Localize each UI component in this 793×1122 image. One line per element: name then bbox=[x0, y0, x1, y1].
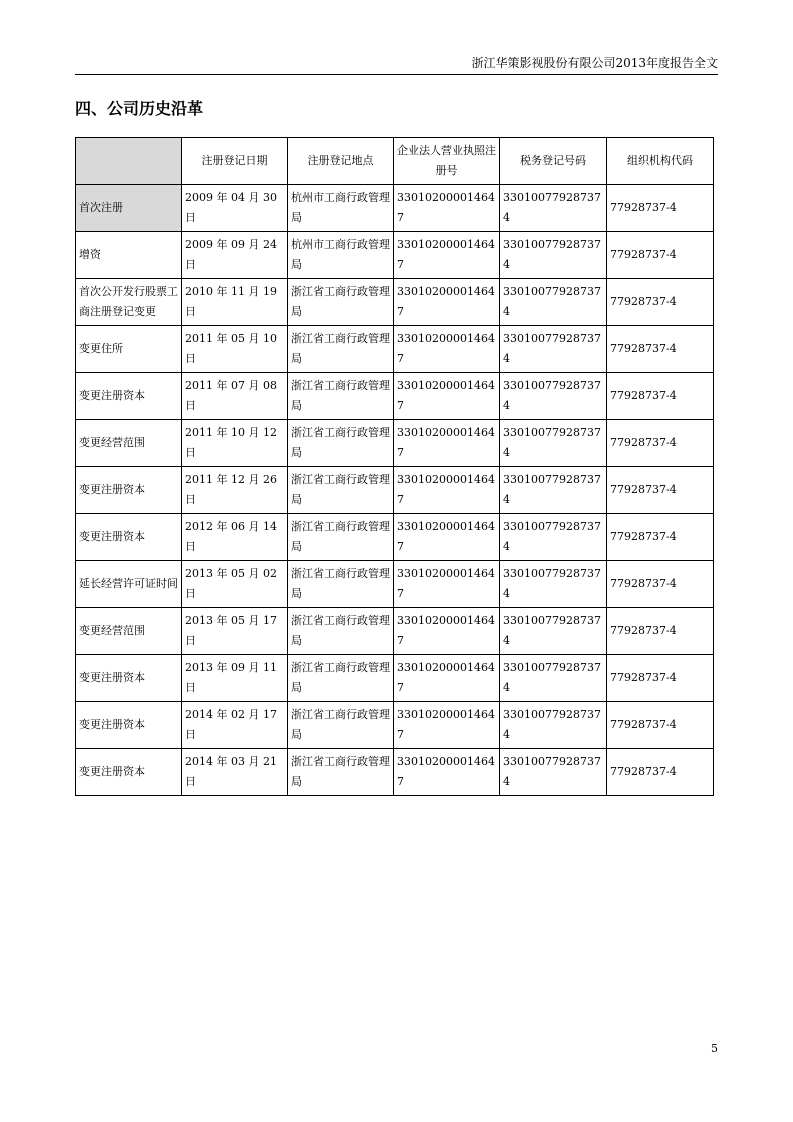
table-cell: 浙江省工商行政管理局 bbox=[288, 279, 394, 326]
table-cell: 浙江省工商行政管理局 bbox=[288, 561, 394, 608]
table-cell: 330102000014647 bbox=[394, 655, 500, 702]
table-cell: 杭州市工商行政管理局 bbox=[288, 232, 394, 279]
table-cell: 77928737-4 bbox=[607, 655, 714, 702]
table-cell: 330100779287374 bbox=[500, 749, 607, 796]
table-cell: 77928737-4 bbox=[607, 702, 714, 749]
header-cell: 组织机构代码 bbox=[607, 138, 714, 185]
table-cell: 77928737-4 bbox=[607, 749, 714, 796]
table-cell: 77928737-4 bbox=[607, 185, 714, 232]
table-cell: 330100779287374 bbox=[500, 655, 607, 702]
table-cell: 330102000014647 bbox=[394, 185, 500, 232]
table-cell: 2012 年 06 月 14 日 bbox=[182, 514, 288, 561]
table-cell: 浙江省工商行政管理局 bbox=[288, 749, 394, 796]
table-cell: 330102000014647 bbox=[394, 279, 500, 326]
table-row bbox=[76, 326, 714, 373]
table-cell: 330102000014647 bbox=[394, 373, 500, 420]
table-cell: 浙江省工商行政管理局 bbox=[288, 702, 394, 749]
table-cell: 首次注册 bbox=[76, 185, 182, 232]
page-header bbox=[75, 54, 718, 75]
table-cell: 变更注册资本 bbox=[76, 655, 182, 702]
table-cell: 变更注册资本 bbox=[76, 467, 182, 514]
table-row bbox=[76, 749, 714, 796]
table-row bbox=[76, 279, 714, 326]
table-cell: 变更经营范围 bbox=[76, 420, 182, 467]
table-cell: 77928737-4 bbox=[607, 373, 714, 420]
table-cell: 增资 bbox=[76, 232, 182, 279]
company-history-table bbox=[75, 137, 714, 796]
table-cell: 330100779287374 bbox=[500, 702, 607, 749]
table-cell: 2011 年 12 月 26 日 bbox=[182, 467, 288, 514]
table-cell: 330100779287374 bbox=[500, 561, 607, 608]
page-number: 5 bbox=[711, 1042, 718, 1055]
table-cell: 浙江省工商行政管理局 bbox=[288, 467, 394, 514]
header-cell bbox=[76, 138, 182, 185]
table-row bbox=[76, 514, 714, 561]
table-cell: 2009 年 04 月 30 日 bbox=[182, 185, 288, 232]
table-row bbox=[76, 232, 714, 279]
header-cell: 注册登记地点 bbox=[288, 138, 394, 185]
table-cell: 2013 年 05 月 17 日 bbox=[182, 608, 288, 655]
table-cell: 330102000014647 bbox=[394, 749, 500, 796]
table-row bbox=[76, 702, 714, 749]
table-cell: 77928737-4 bbox=[607, 467, 714, 514]
table-cell: 浙江省工商行政管理局 bbox=[288, 655, 394, 702]
table-cell: 77928737-4 bbox=[607, 608, 714, 655]
table-cell: 77928737-4 bbox=[607, 279, 714, 326]
table-cell: 2011 年 07 月 08 日 bbox=[182, 373, 288, 420]
table-cell: 330100779287374 bbox=[500, 608, 607, 655]
table-row bbox=[76, 420, 714, 467]
table-cell: 330100779287374 bbox=[500, 326, 607, 373]
table-cell: 变更经营范围 bbox=[76, 608, 182, 655]
table-cell: 330100779287374 bbox=[500, 279, 607, 326]
table-cell: 77928737-4 bbox=[607, 514, 714, 561]
table-cell: 浙江省工商行政管理局 bbox=[288, 326, 394, 373]
table-cell: 浙江省工商行政管理局 bbox=[288, 608, 394, 655]
table-row bbox=[76, 373, 714, 420]
table-cell: 浙江省工商行政管理局 bbox=[288, 420, 394, 467]
table-header-row bbox=[76, 138, 714, 185]
table-cell: 330100779287374 bbox=[500, 420, 607, 467]
table-cell: 2009 年 09 月 24 日 bbox=[182, 232, 288, 279]
report-title: 浙江华策影视股份有限公司2013年度报告全文 bbox=[471, 56, 718, 70]
table-row bbox=[76, 185, 714, 232]
header-cell: 企业法人营业执照注册号 bbox=[394, 138, 500, 185]
table-cell: 2014 年 02 月 17 日 bbox=[182, 702, 288, 749]
table-cell: 2013 年 05 月 02 日 bbox=[182, 561, 288, 608]
table-cell: 330102000014647 bbox=[394, 514, 500, 561]
table-row bbox=[76, 655, 714, 702]
table-cell: 330102000014647 bbox=[394, 608, 500, 655]
table-cell: 330102000014647 bbox=[394, 561, 500, 608]
table-cell: 330102000014647 bbox=[394, 420, 500, 467]
table-cell: 330100779287374 bbox=[500, 373, 607, 420]
table-cell: 变更注册资本 bbox=[76, 373, 182, 420]
header-cell: 注册登记日期 bbox=[182, 138, 288, 185]
table-cell: 330100779287374 bbox=[500, 467, 607, 514]
table-cell: 延长经营许可证时间 bbox=[76, 561, 182, 608]
table-cell: 2011 年 05 月 10 日 bbox=[182, 326, 288, 373]
table-row bbox=[76, 561, 714, 608]
table-cell: 330100779287374 bbox=[500, 514, 607, 561]
table-cell: 77928737-4 bbox=[607, 232, 714, 279]
table-cell: 77928737-4 bbox=[607, 561, 714, 608]
table-row bbox=[76, 467, 714, 514]
table-cell: 330102000014647 bbox=[394, 467, 500, 514]
table-cell: 77928737-4 bbox=[607, 326, 714, 373]
table-row bbox=[76, 608, 714, 655]
table-cell: 2013 年 09 月 11 日 bbox=[182, 655, 288, 702]
table-cell: 变更住所 bbox=[76, 326, 182, 373]
table-cell: 2014 年 03 月 21 日 bbox=[182, 749, 288, 796]
table-cell: 330100779287374 bbox=[500, 185, 607, 232]
table-cell: 变更注册资本 bbox=[76, 702, 182, 749]
table-cell: 杭州市工商行政管理局 bbox=[288, 185, 394, 232]
table-cell: 330100779287374 bbox=[500, 232, 607, 279]
section-title: 四、公司历史沿革 bbox=[75, 99, 204, 118]
header-cell: 税务登记号码 bbox=[500, 138, 607, 185]
table-cell: 2010 年 11 月 19 日 bbox=[182, 279, 288, 326]
table-cell: 330102000014647 bbox=[394, 702, 500, 749]
table-cell: 变更注册资本 bbox=[76, 514, 182, 561]
table-cell: 变更注册资本 bbox=[76, 749, 182, 796]
table-cell: 330102000014647 bbox=[394, 232, 500, 279]
table-cell: 330102000014647 bbox=[394, 326, 500, 373]
table-cell: 浙江省工商行政管理局 bbox=[288, 373, 394, 420]
table-cell: 浙江省工商行政管理局 bbox=[288, 514, 394, 561]
table-cell: 首次公开发行股票工商注册登记变更 bbox=[76, 279, 182, 326]
table-cell: 2011 年 10 月 12 日 bbox=[182, 420, 288, 467]
table-cell: 77928737-4 bbox=[607, 420, 714, 467]
